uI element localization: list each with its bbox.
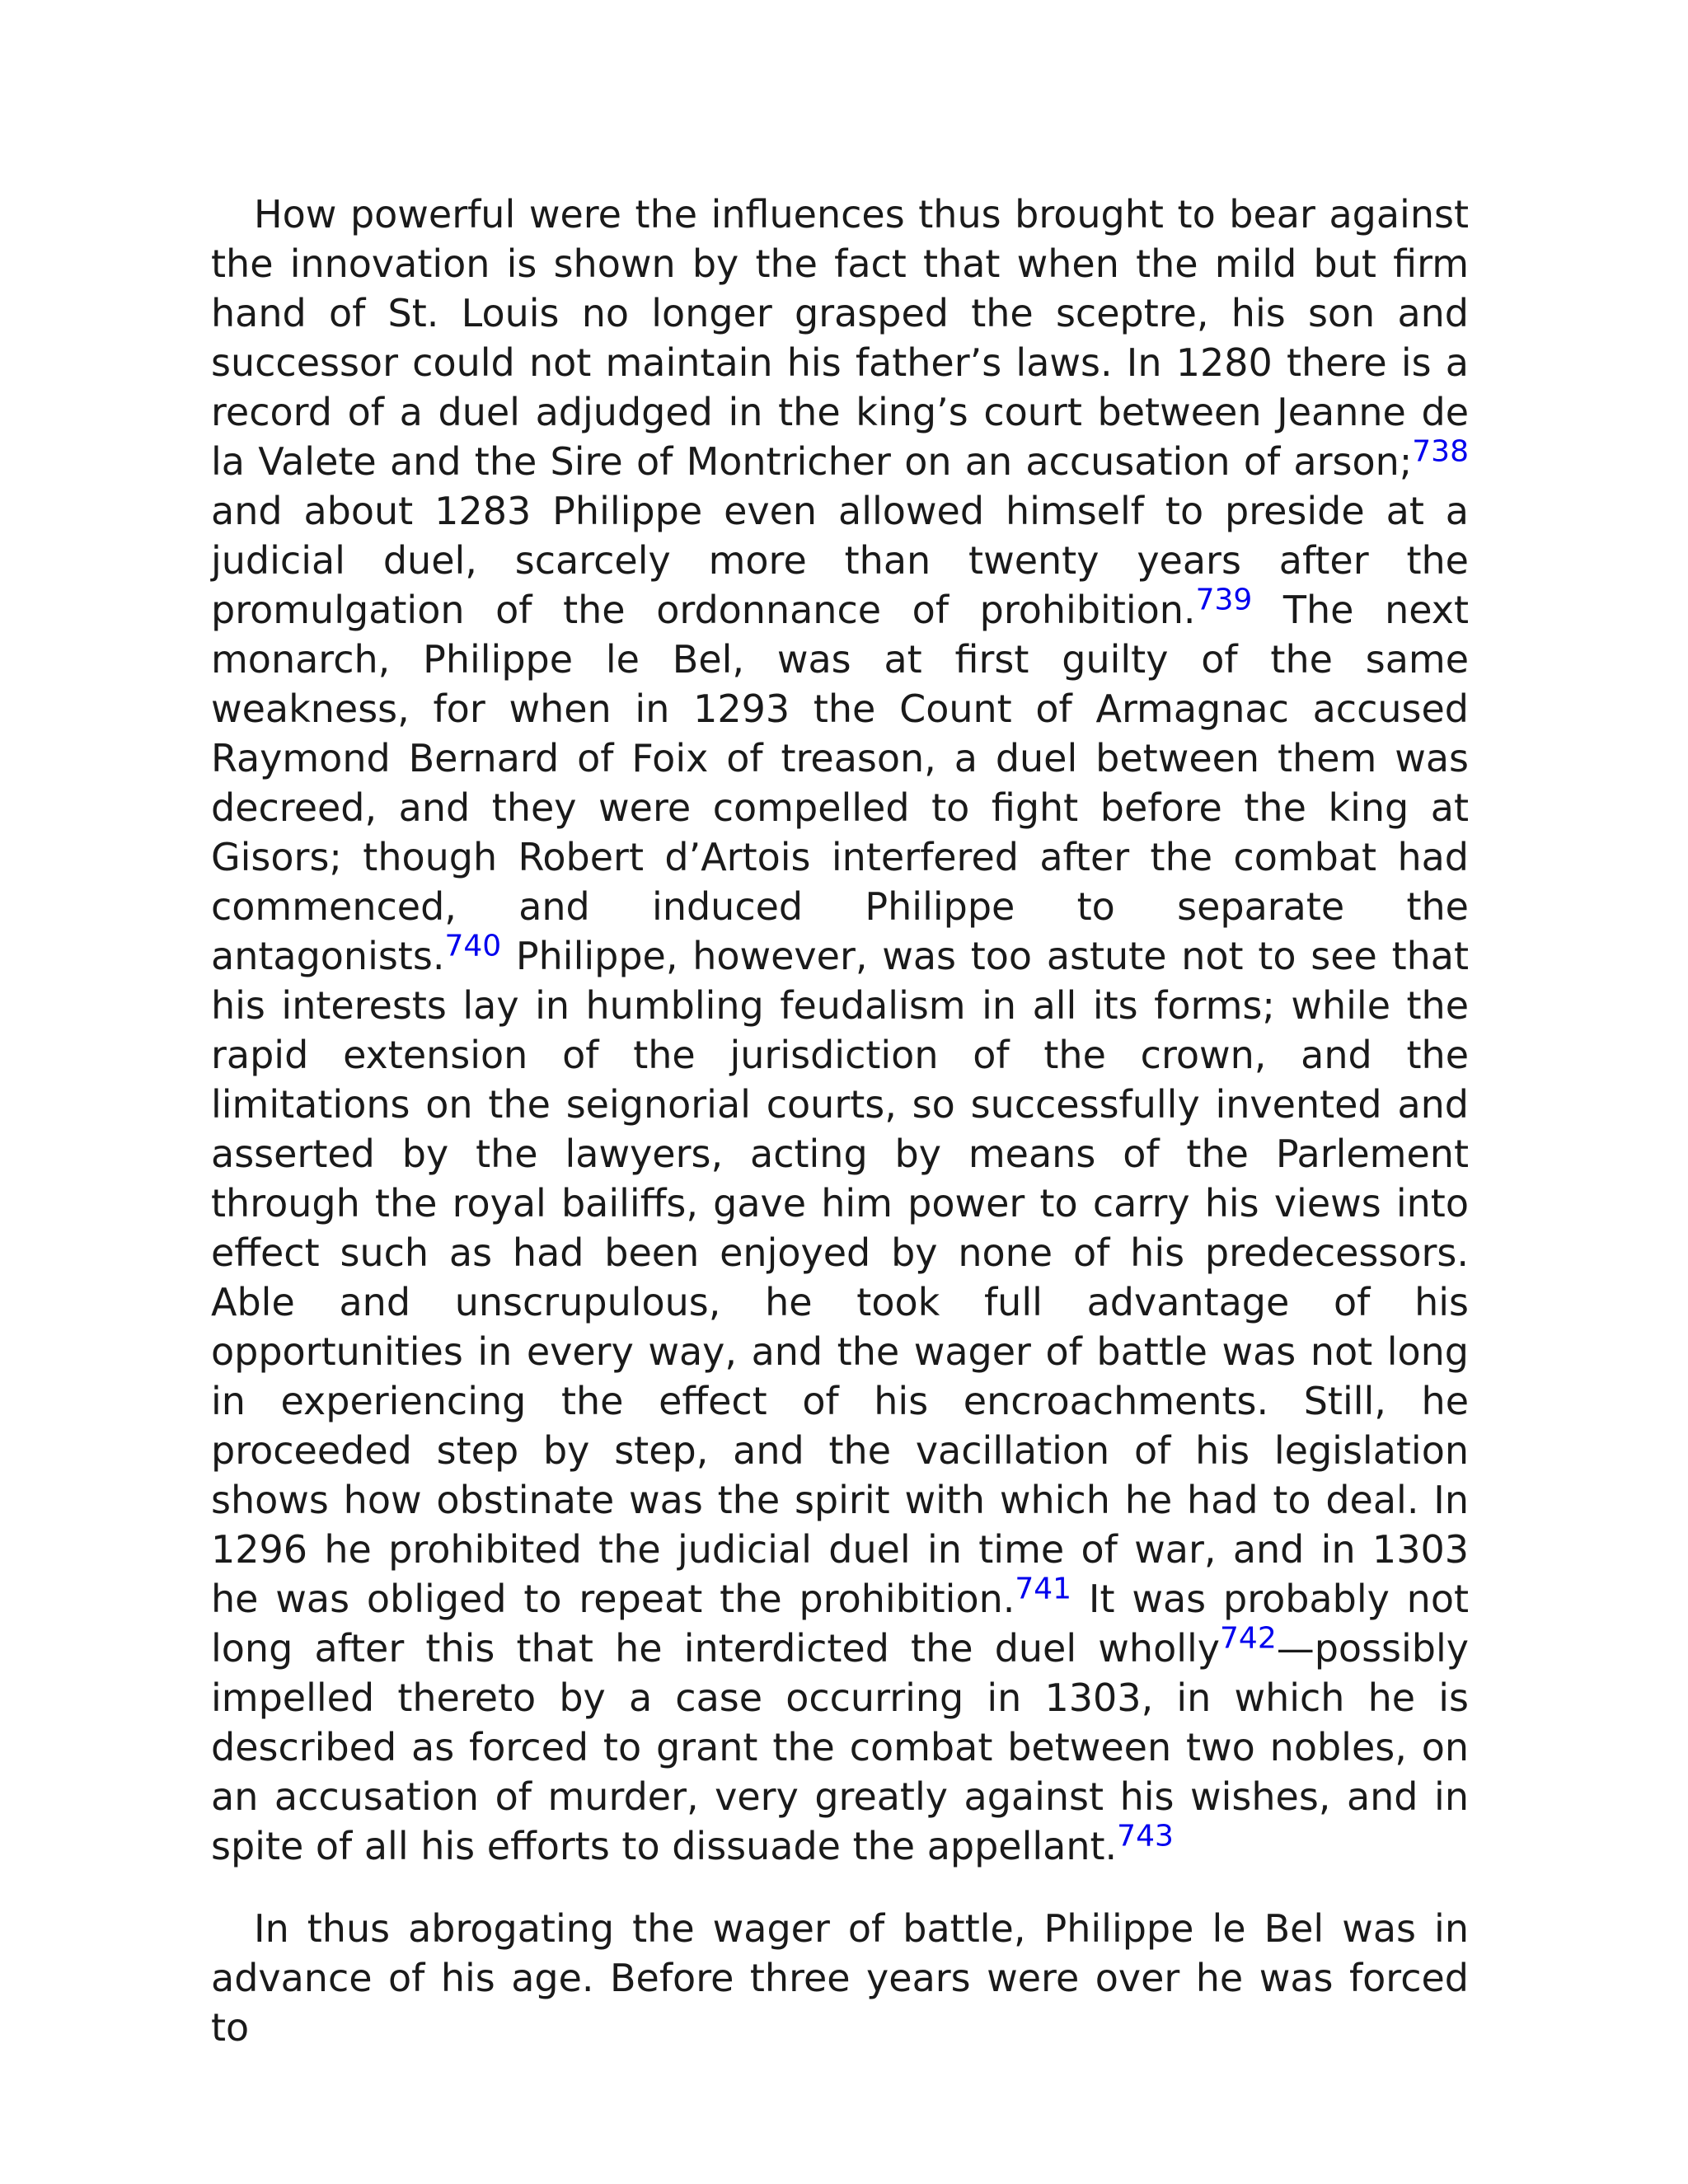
paragraph-text: The next monarch, Philippe le Bel, was at first guilty of the same weakness, for when in 1293 the Count of Armagnac accused Raymond Bernard of Foix of treason, a duel between them was decreed, and they were compelled to fight before the king at Gisors; though Robert d’Artois interfered after the combat had commenced, and induced Philippe to separate the antagonists.	[211, 588, 1470, 978]
footnote-link-739[interactable]: 739	[1195, 583, 1253, 617]
paragraph-text: and about 1283 Philippe even allowed himself to preside at a judicial duel, scarcely more than twenty years after the promulgation of the ordonnance of prohibition.	[211, 489, 1469, 632]
footnote-link-738[interactable]: 738	[1412, 434, 1469, 469]
paragraph-text: Philippe, however, was too astute not to see that his interests lay in humbling feudalism in all its forms; while the rapid extension of the jurisdiction of the crown, and the limitations on the seignorial courts, so successfully invented and asserted by the lawyers, acting by means of the Parlement through the royal bailiffs, gave him power to carry his views into effect such as had been enjoyed by none of his predecessors. Able and unscrupulous, he took full advantage of his opportunities in every way, and the wager of battle was not long in experiencing the effect of his encroachments. Still, he proceeded step by step, and the vacillation of his legislation shows how obstinate was the spirit with which he had to deal. In 1296 he prohibited the judicial duel in time of war, and in 1303 he was obliged to repeat the prohibition.	[211, 934, 1469, 1621]
paragraph-text: In thus abrogating the wager of battle, Philippe le Bel was in advance of his age. Before three years were over he was forced to	[211, 1906, 1469, 2050]
paragraph-text: How powerful were the influences thus brought to bear against the innovation is shown by the fact that when the mild but firm hand of St. Louis no longer grasped the sceptre, his son and successor could not maintain his father’s laws. In 1280 there is a record of a duel adjudged in the king’s court between Jeanne de la Valete and the Sire of Montricher on an accusation of arson;	[211, 192, 1469, 484]
footnote-link-743[interactable]: 743	[1117, 1819, 1174, 1854]
paragraph-text: It was probably not long after this that he interdicted the duel wholly	[211, 1577, 1469, 1671]
paragraph-text: —possibly impelled thereto by a case occurring in 1303, in which he is described as forced to grant the combat between two nobles, on an accusation of murder, very greatly against his wishes, and in spite of all his efforts to dissuade the appellant.	[211, 1626, 1469, 1868]
footnote-link-740[interactable]: 740	[444, 929, 502, 963]
page-body	[211, 190, 1469, 2052]
paragraph-1	[211, 190, 1469, 1871]
paragraph-2	[211, 1904, 1469, 2052]
footnote-link-741[interactable]: 741	[1015, 1572, 1072, 1606]
footnote-link-742[interactable]: 742	[1220, 1621, 1277, 1656]
